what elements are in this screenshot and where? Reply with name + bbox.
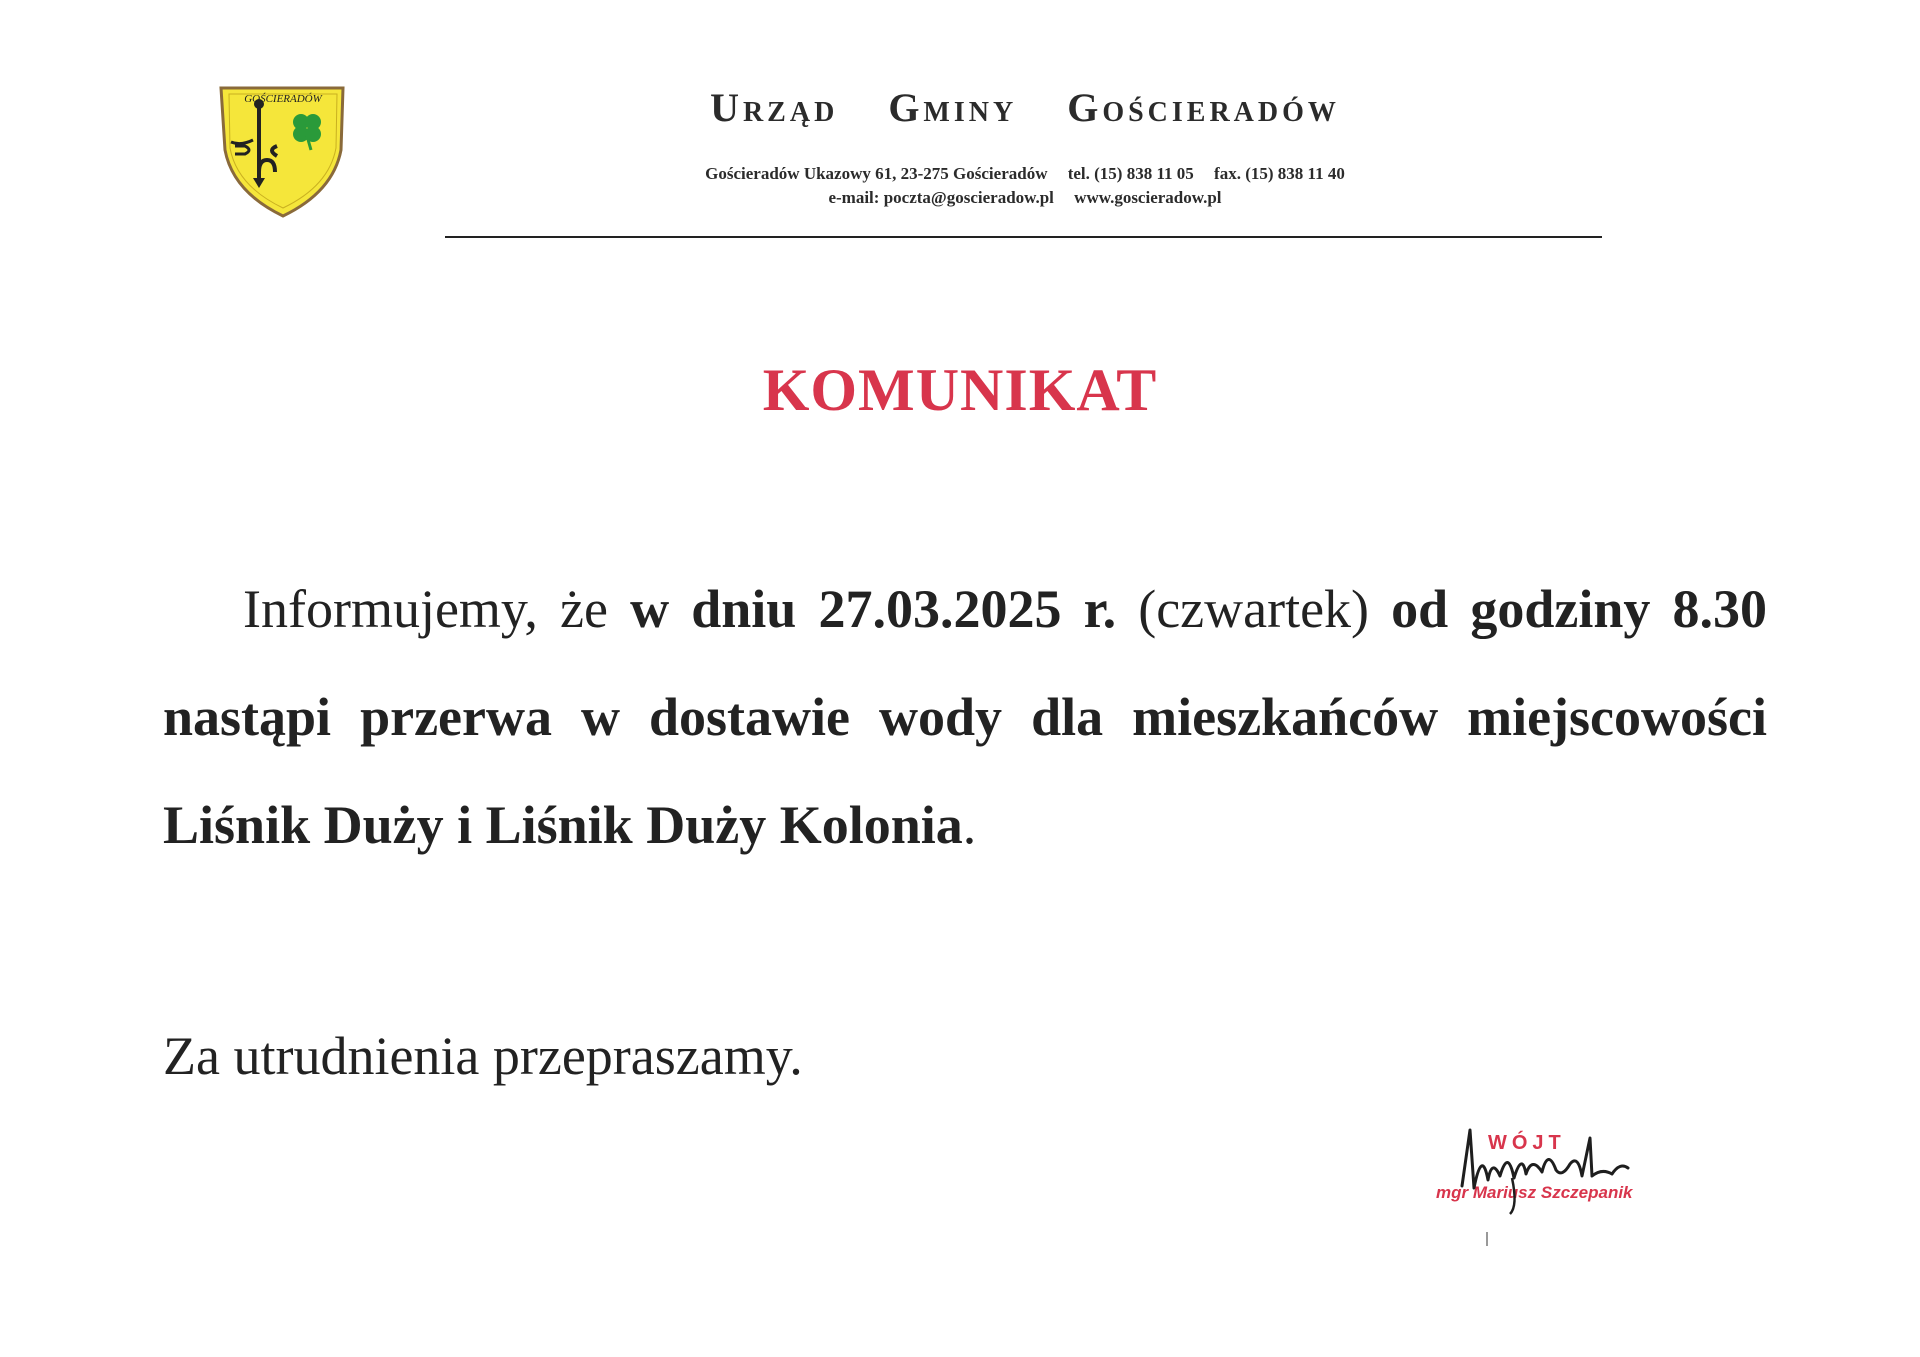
body-end: . — [962, 795, 977, 855]
announcement-body — [163, 555, 1767, 879]
fax-text: fax. (15) 838 11 40 — [1214, 164, 1345, 183]
coat-of-arms-icon — [215, 80, 351, 220]
org-word-3: Gościeradów — [1067, 85, 1340, 130]
org-word-1: Urząd — [710, 85, 839, 130]
coat-of-arms-logo — [215, 80, 351, 220]
document-title: KOMUNIKAT — [762, 357, 1158, 423]
stamp-name: mgr Mariusz Szczepanik — [1436, 1183, 1633, 1202]
email-link[interactable]: e-mail: poczta@goscieradow.pl — [828, 188, 1054, 207]
phone-text: tel. (15) 838 11 05 — [1067, 164, 1194, 183]
organization-name — [450, 84, 1600, 131]
address-text: Gościeradów Ukazowy 61, 23-275 Gościeradów — [705, 164, 1048, 183]
contact-line-1 — [450, 162, 1600, 186]
signature-mark — [1486, 1232, 1488, 1246]
website-link[interactable]: www.goscieradow.pl — [1074, 188, 1222, 207]
body-main: od godziny 8.30 nastąpi przerwa w dostawie wody dla mieszkańców miejscowości Liśnik Duży i Liśnik Duży Kolonia — [163, 579, 1767, 855]
contact-line-2 — [450, 186, 1600, 210]
logo-banner-text: GOŚCIERADÓW — [244, 93, 322, 105]
org-word-2: Gminy — [888, 85, 1018, 130]
header-divider — [445, 236, 1602, 238]
stamp-title: WÓJT — [1488, 1132, 1566, 1154]
body-date: w dniu 27.03.2025 r. — [630, 579, 1117, 639]
body-weekday: (czwartek) — [1116, 579, 1392, 639]
contact-info — [450, 162, 1600, 210]
body-intro: Informujemy, że — [243, 579, 631, 639]
closing-text: Za utrudnienia przepraszamy. — [163, 1026, 803, 1086]
handwritten-signature-icon — [1452, 1118, 1652, 1218]
